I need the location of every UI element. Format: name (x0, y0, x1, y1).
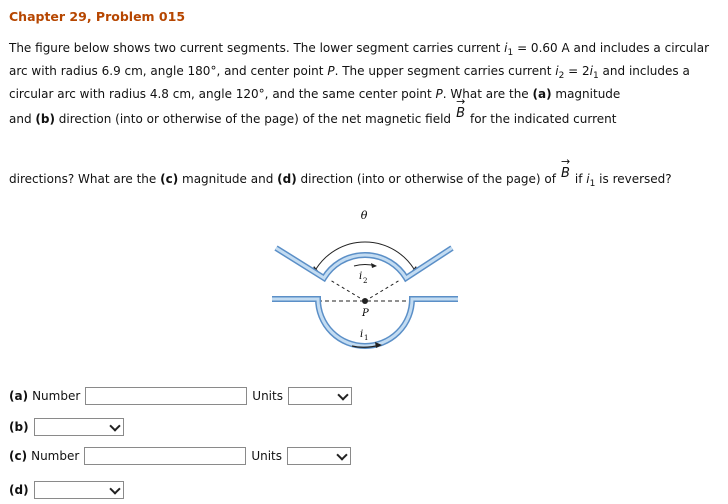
answer-row-d (9, 481, 124, 499)
chevron-down-icon (337, 389, 348, 400)
i1-label: i (360, 329, 364, 340)
b-vector-symbol-2: → B (561, 165, 570, 183)
problem-paragraph-2: and (b) direction (into or otherwise of the page) of the net magnetic field→ B for the indicated current (9, 110, 721, 129)
number-label-c: Number (31, 449, 80, 463)
current-segments-figure (270, 206, 460, 356)
b-vector-symbol: → B (456, 105, 465, 123)
answer-row-c (9, 447, 351, 465)
number-input-a[interactable] (85, 387, 247, 405)
part-a-label: (a) (9, 389, 29, 403)
chevron-down-icon (336, 449, 347, 460)
units-select-c[interactable] (287, 447, 351, 465)
direction-select-b[interactable] (34, 418, 124, 436)
answer-row-b (9, 418, 124, 436)
units-label-c: Units (251, 449, 282, 463)
problem-title: Chapter 29, Problem 015 (9, 9, 186, 24)
chevron-down-icon (109, 420, 120, 431)
chevron-down-icon (109, 483, 120, 494)
units-label-a: Units (252, 389, 283, 403)
i2-label: i (359, 271, 363, 282)
part-b-label: (b) (9, 420, 29, 434)
problem-paragraph-1: The figure below shows two current segments. The lower segment carries current $i_1 = 0.60$ A and includes a circular arc with radius 6.9 cm, angle 180°, and center point P. The upper segment carries current $i_2 = 2i_1$ and includes a circular arc with radius 4.8 cm, angle 120°, and the same center point P. What are the (a) magnitude (9, 41, 710, 101)
part-d-label: (d) (9, 483, 29, 497)
i2-sub-label: 2 (363, 277, 368, 285)
problem-paragraph-3: directions? What are the (c) magnitude and (d) direction (into or otherwise of the page) of→ B if $i_1$ is reversed? (9, 170, 721, 193)
units-select-a[interactable] (288, 387, 352, 405)
number-input-c[interactable] (84, 447, 246, 465)
part-c-label: (c) (9, 449, 28, 463)
theta-label: θ (360, 209, 368, 222)
number-label-a: Number (32, 389, 81, 403)
p-label: P (362, 308, 369, 319)
direction-select-d[interactable] (34, 481, 124, 499)
i1-sub-label: 1 (364, 334, 369, 342)
answer-row-a (9, 387, 352, 405)
